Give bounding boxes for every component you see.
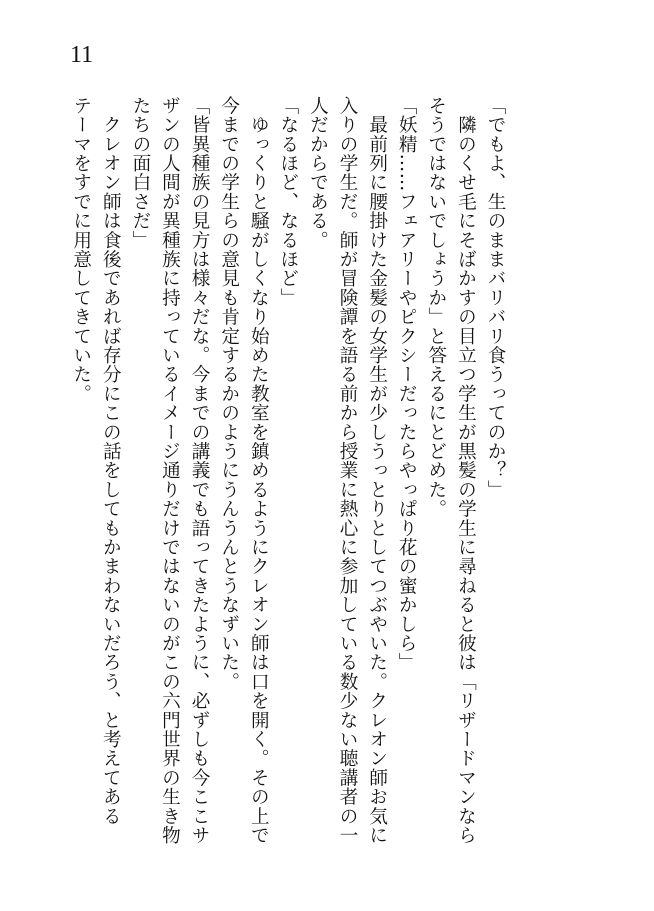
text-line: 「皆異種族の見方は様々だな。今までの講義でも語ってきたように、必ずしも今ここサ bbox=[189, 96, 211, 845]
text-line: 人だからである。 bbox=[307, 96, 329, 250]
vertical-text-body bbox=[66, 96, 510, 845]
text-line: たちの面白さだ」 bbox=[129, 96, 151, 250]
text-line: クレオン師は食後であれば存分にこの話をしてもかまわないだろう、と考えてある bbox=[100, 96, 122, 826]
text-line: 隣のくせ毛にそばかすの目立つ学生が黒髪の学生に尋ねると彼は「リザードマンなら bbox=[455, 96, 477, 845]
text-line: 今までの学生らの意見も肯定するかのようにうんうんとうなずいた。 bbox=[218, 96, 240, 692]
text-line: 「なるほど、なるほど」 bbox=[277, 96, 299, 308]
text-line: ザンの人間が異種族に持っているイメージ通りだけではないのがこの六門世界の生き物 bbox=[159, 96, 181, 845]
page-number: 11 bbox=[70, 42, 94, 68]
text-line: 最前列に腰掛けた金髪の女学生が少しうっとりとしてつぶやいた。クレオン師お気に bbox=[366, 96, 388, 845]
text-line: 「妖精……フェアリーやピクシーだったらやっぱり花の蜜かしら」 bbox=[396, 96, 418, 672]
text-line: テーマをすでに用意してきていた。 bbox=[70, 96, 92, 404]
text-line: ゆっくりと騒がしくなり始めた教室を鎮めるようにクレオン師は口を開く。その上で bbox=[248, 96, 270, 845]
text-line: そうではないでしょうか」と答えるにとどめた。 bbox=[425, 96, 447, 519]
text-line: 入りの学生だ。師が冒険譚を語る前から授業に熱心に参加している数少ない聴講者の一 bbox=[337, 96, 359, 845]
text-line: 「でもよ、生のままバリバリ食うってのか？」 bbox=[485, 96, 506, 500]
